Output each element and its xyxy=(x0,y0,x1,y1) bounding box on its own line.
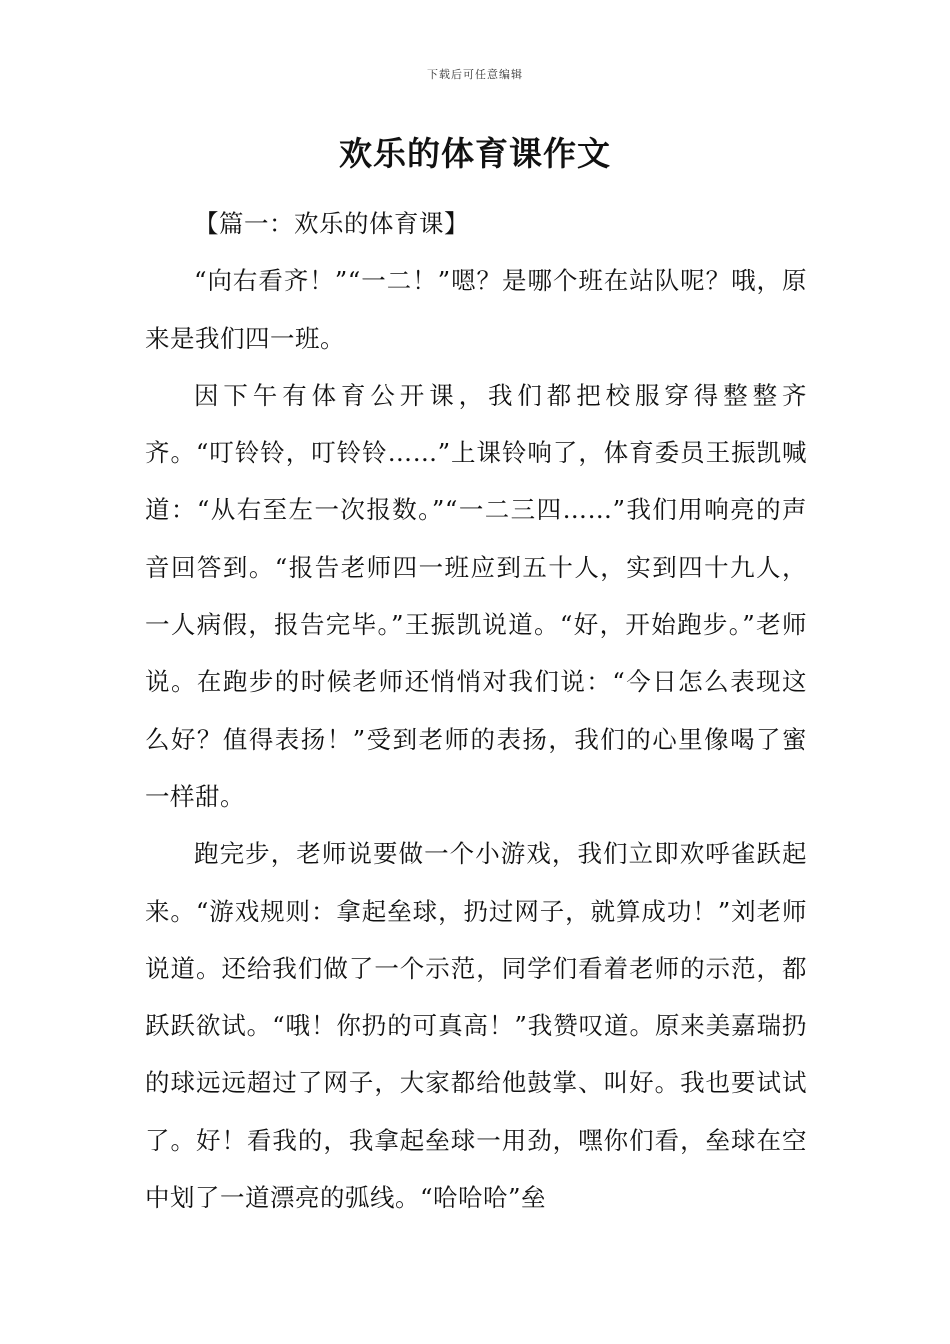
section-heading: 【篇一：欢乐的体育课】 xyxy=(194,209,469,238)
paragraph: 跑完步，老师说要做一个小游戏，我们立即欢呼雀跃起来。“游戏规则：拿起垒球，扔过网子，就算成功！”刘老师说道。还给我们做了一个示范，同学们看着老师的示范，都跃跃欲试。“哦！你扔的可真高！”我赞叹道。原来美嘉瑞扔的球远远超过了网子，大家都给他鼓掌、叫好。我也要试试了。好！看我的，我拿起垒球一用劲，嘿你们看，垒球在空中划了一道漂亮的弧线。“哈哈哈”垒 xyxy=(145,839,807,1213)
document-body xyxy=(145,195,807,1226)
header-note: 下载后可任意编辑 xyxy=(427,68,523,81)
document-title: 欢乐的体育课作文 xyxy=(339,134,611,173)
paragraph: “向右看齐！”“一二！”嗯？是哪个班在站队呢？哦，原来是我们四一班。 xyxy=(145,266,807,353)
paragraph: 因下午有体育公开课，我们都把校服穿得整整齐齐。“叮铃铃，叮铃铃……”上课铃响了，体育委员王振凯喊道：“从右至左一次报数。”“一二三四……”我们用响亮的声音回答到。“报告老师四一班应到五十人，实到四十九人，一人病假，报告完毕。”王振凯说道。“好，开始跑步。”老师说。在跑步的时候老师还悄悄对我们说：“今日怎么表现这么好？值得表扬！”受到老师的表扬，我们的心里像喝了蜜一样甜。 xyxy=(145,380,807,811)
